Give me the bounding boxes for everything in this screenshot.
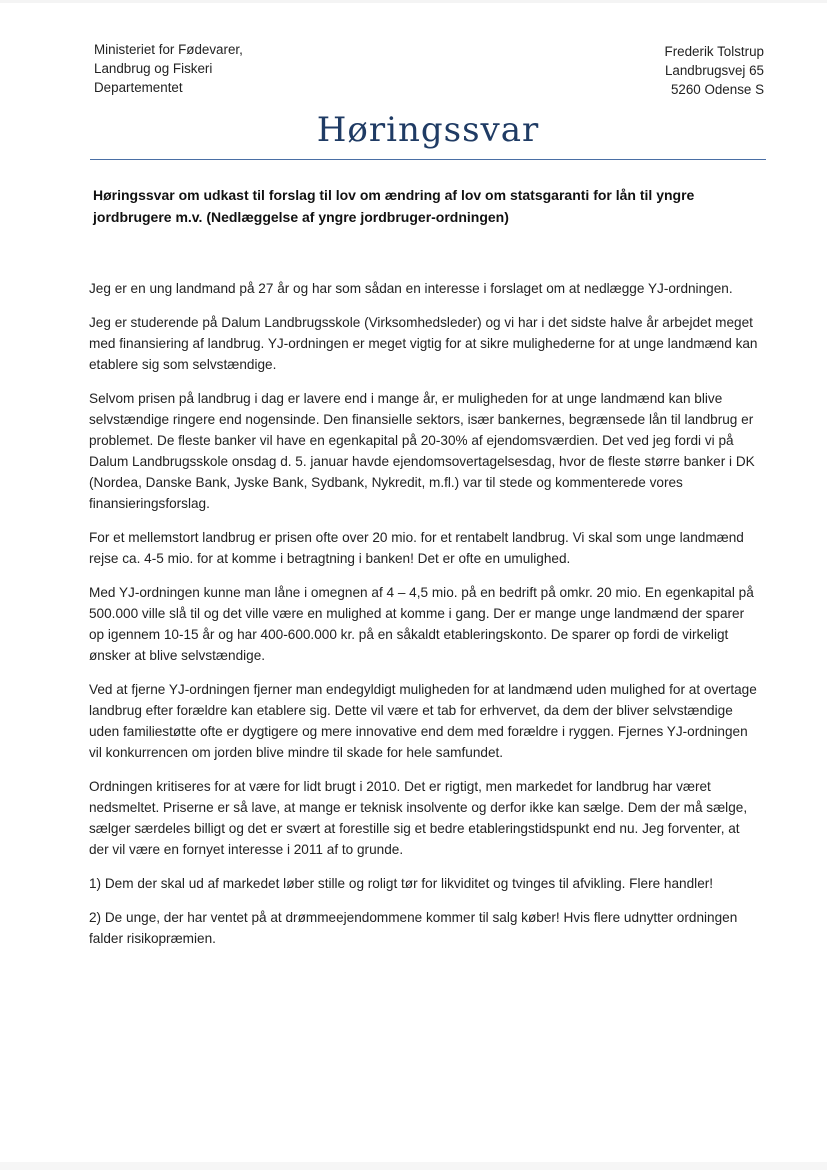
scan-edge-top — [0, 0, 827, 3]
sender-address — [94, 40, 243, 97]
document-title: Høringssvar — [316, 110, 540, 150]
title-divider — [90, 159, 766, 160]
recipient-line: 5260 Odense S — [670, 82, 764, 97]
body-paragraph: Jeg er studerende på Dalum Landbrugsskole (Virksomhedsleder) og vi har i det sidste halve år arbejdet meget med finansiering af landbrug. YJ-ordningen er meget vigtig for at sikre mulighederne for at unge landmænd kan etablere sig som selvstændige. — [89, 315, 758, 372]
body-paragraph: Ordningen kritiseres for at være for lidt brugt i 2010. Det er rigtigt, men markedet for landbrug har været nedsmeltet. Priserne er så lave, at mange er teknisk insolvente og derfor ikke kan sælge. Dem der må sælge, sælger særdeles billigt og det er svært at forestille sig et bedre etableringstidspunkt end nu. Jeg forventer, at der vil være en fornyet interesse i 2011 af to grunde. — [89, 779, 748, 857]
scan-edge-bottom — [0, 1162, 827, 1170]
recipient-line: Landbrugsvej 65 — [664, 63, 764, 78]
subject-heading: Høringssvar om udkast til forslag til lov om ændring af lov om statsgaranti for lån til yngre jordbrugere m.v. (Nedlæggelse af yngre jordbruger-ordningen) — [93, 187, 695, 225]
letter-body — [89, 278, 759, 962]
body-paragraph: 1) Dem der skal ud af markedet løber stille og roligt tør for likviditet og tvinges til afvikling. Flere handler! — [89, 876, 714, 891]
body-paragraph: Ved at fjerne YJ-ordningen fjerner man endegyldigt muligheden for at landmænd uden mulighed for at overtage landbrug efter forældre kan etablere sig. Dette vil være et tab for erhvervet, da dem der bliver selvstændige uden familiestøtte ofte er dygtigere og mere innovative end dem med forældre i ryggen. Fjernes YJ-ordningen vil konkurrencen om jorden blive mindre til skade for hele samfundet. — [89, 682, 757, 760]
body-paragraph: Med YJ-ordningen kunne man låne i omegnen af 4 – 4,5 mio. på en bedrift på omkr. 20 mio. En egenkapital på 500.000 ville slå til og det ville være en mulighed at komme i gang. Der er mange unge landmænd der sparer op igennem 10-15 år og har 400-600.000 kr. på en såkaldt etableringskonto. De sparer op fordi de virkeligt ønsker at blive selvstændige. — [89, 585, 754, 663]
body-paragraph: For et mellemstort landbrug er prisen ofte over 20 mio. for et rentabelt landbrug. Vi skal som unge landmænd rejse ca. 4-5 mio. for at komme i betragtning i banken! Det er ofte en umulighed. — [89, 530, 744, 566]
sender-line: Landbrug og Fiskeri — [94, 61, 213, 76]
body-paragraph: Selvom prisen på landbrug i dag er lavere end i mange år, er muligheden for at unge landmænd kan blive selvstændige ringere end nogensinde. Den finansielle sektors, især bankernes, begrænsede lån til landbrug er problemet. De fleste banker vil have en egenkapital på 20-30% af ejendomsværdien. Det ved jeg fordi vi på Dalum Landbrugsskole onsdag d. 5. januar havde ejendomsovertagelsesdag, hvor de fleste større banker i DK (Nordea, Danske Bank, Jyske Bank, Sydbank, Nykredit, m.fl.) var til stede og kommenterede vores finansieringsforslag. — [89, 391, 755, 511]
sender-line: Ministeriet for Fødevarer, — [94, 42, 243, 57]
body-paragraph: 2) De unge, der har ventet på at drømmeejendommene kommer til salg køber! Hvis flere udnytter ordningen falder risikopræmien. — [89, 910, 738, 946]
recipient-address — [665, 42, 764, 99]
sender-line: Departementet — [94, 80, 183, 95]
body-paragraph: Jeg er en ung landmand på 27 år og har som sådan en interesse i forslaget om at nedlægge YJ-ordningen. — [89, 281, 733, 296]
recipient-line: Frederik Tolstrup — [664, 44, 764, 59]
